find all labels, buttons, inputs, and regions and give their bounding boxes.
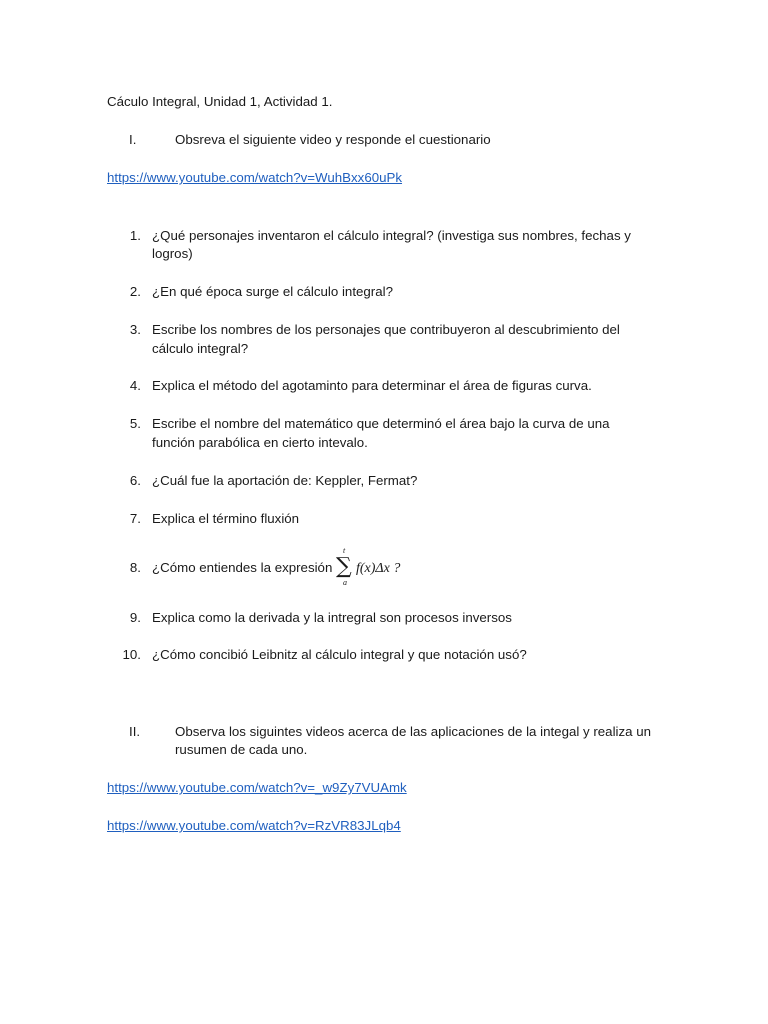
section-2-instruction: Observa los siguintes videos acerca de las aplicaciones de la integal y realiza un [175,724,652,739]
question-9-text: Explica como la derivada y la intregral son procesos inversos [152,610,512,625]
summation-sigma-symbol: ∑ [336,554,352,579]
question-10-number: 10. [122,647,141,662]
video-link-1[interactable]: https://www.youtube.com/watch?v=WuhBxx60uPk [107,170,403,185]
summation-body: f(x)Δx ? [356,561,401,576]
question-3-text: Escribe los nombres de los personajes que contribuyeron al descubrimiento del [152,322,620,337]
question-8-number: 8. [129,560,141,575]
section-2-numeral: II. [129,724,141,739]
question-5-text-cont: función parabólica en cierto intevalo. [152,435,368,450]
question-6-number: 6. [129,473,141,488]
question-8-text: ¿Cómo entiendes la expresión [152,560,333,575]
section-2-instruction-cont: rusumen de cada uno. [175,742,308,757]
summation-lower-limit: a [343,578,347,587]
question-2-number: 2. [129,284,141,299]
question-1-text: ¿Qué personajes inventaron el cálculo integral? (investiga sus nombres, fechas y [152,228,631,243]
question-10-text: ¿Cómo concibió Leibnitz al cálculo integral y que notación usó? [152,647,527,662]
section-1-instruction: Obsreva el siguiente video y responde el cuestionario [175,132,491,147]
question-3-text-cont: cálculo integral? [152,341,249,356]
question-1-text-cont: logros) [152,246,193,261]
section-1-numeral: I. [129,132,137,147]
question-7-number: 7. [129,511,141,526]
question-5-number: 5. [129,416,141,431]
question-4-text: Explica el método del agotaminto para determinar el área de figuras curva. [152,378,592,393]
question-7-text: Explica el término fluxión [152,511,300,526]
question-3-number: 3. [129,322,141,337]
document-title: Cáculo Integral, Unidad 1, Actividad 1. [107,94,333,109]
question-4-number: 4. [129,378,141,393]
video-link-3[interactable]: https://www.youtube.com/watch?v=RzVR83JLqb4 [107,818,401,833]
summation-upper-limit: t [343,546,346,555]
question-1-number: 1. [129,228,141,243]
video-link-2[interactable]: https://www.youtube.com/watch?v=_w9Zy7VUAmk [107,780,407,795]
question-9-number: 9. [129,610,141,625]
question-2-text: ¿En qué época surge el cálculo integral? [152,284,393,299]
question-6-text: ¿Cuál fue la aportación de: Keppler, Fermat? [152,473,418,488]
question-5-text: Escribe el nombre del matemático que determinó el área bajo la curva de una [152,416,610,431]
